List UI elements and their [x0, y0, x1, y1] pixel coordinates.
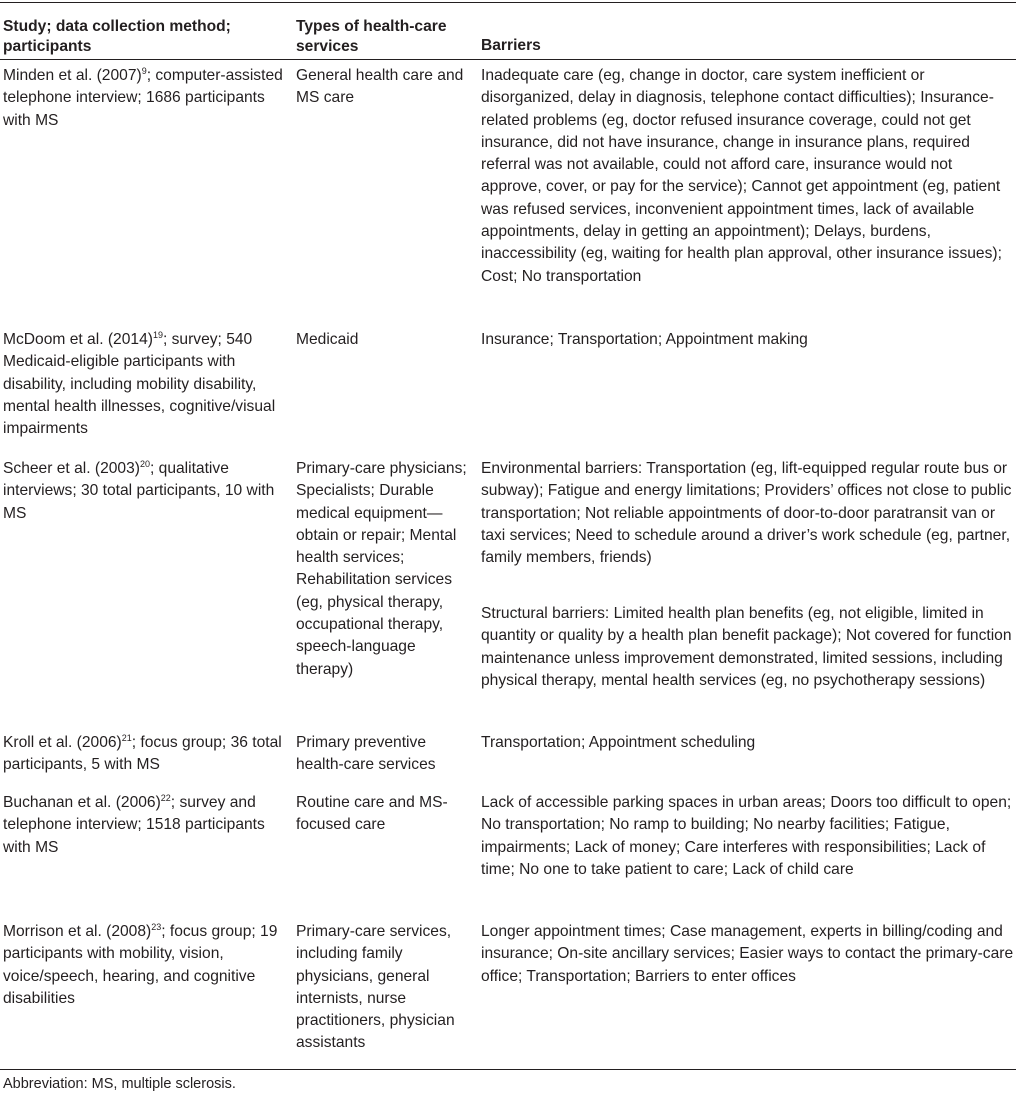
row-barriers: Lack of accessible parking spaces in urban areas; Doors too difficult to open; No transportation; No ramp to building; No nearby facilities; Fatigue, impairments; Lack of money; Care interferes with responsibilities; Lack of time; No one to take patient to care; Lack of child care — [481, 794, 1012, 878]
footnote: Abbreviation: MS, multiple sclerosis. — [3, 1076, 236, 1092]
reference-marker: 9 — [141, 65, 147, 76]
row-services: General health care and MS care — [296, 67, 464, 107]
row-barriers-structural: Structural barriers: Limited health plan benefits (eg, not eligible, limited in quantity or quality by a health plan benefit package); Not covered for function maintenance unless improvement demonstrated, limited sessions, including physical therapy, mental health services (eg, no psychotherapy sessions) — [481, 605, 1012, 689]
row-barriers: Environmental barriers: Transportation (eg, lift-equipped regular route bus or subway); Fatigue and energy limitations; Providers’ offices not close to public transportation; Not reliable appointments of door-to-door paratransit van or taxi services; Need to schedule around a driver’s work schedule (eg, partner, family members, friends) — [481, 460, 1012, 567]
row-study: Morrison et al. $(2008)^{23}$; focus group; 19 participants with mobility, vision, voice/speech, hearing, and cognitive disabilities — [3, 921, 278, 1007]
reference-marker: 20 — [139, 458, 150, 469]
row-barriers: Longer appointment times; Case management, experts in billing/coding and insurance; On-site ancillary services; Easier ways to contact the primary-care office; Transportation; Barriers to enter offices — [481, 923, 1014, 985]
bottom-rule — [0, 1069, 1016, 1070]
row-study: Buchanan et al. $(2006)^{22}$; survey and telephone interview; 1518 participants with MS — [3, 792, 265, 856]
row-study: Kroll et al. $(2006)^{21}$; focus group; 36 total participants, 5 with MS — [3, 732, 282, 774]
row-barriers: Transportation; Appointment scheduling — [481, 734, 756, 751]
row-services: Primary-care physicians; Specialists; Durable medical equipment—obtain or repair; Mental health services; Rehabilitation services (eg, physical therapy, occupational therapy, speech-language therapy) — [296, 460, 467, 678]
top-rule — [0, 2, 1016, 3]
row-study: Scheer et al. $(2003)^{20}$; qualitative interviews; 30 total participants, 10 with MS — [3, 458, 275, 522]
row-barriers: Insurance; Transportation; Appointment making — [481, 331, 808, 348]
header-barriers: Barriers — [481, 37, 541, 54]
reference-marker: 21 — [121, 732, 132, 743]
row-study: McDoom et al. $(2014)^{19}$; survey; 540 Medicaid-eligible participants with disability, including mobility disability, mental health illnesses, cognitive/visual impairments — [3, 329, 276, 438]
header-rule — [0, 59, 1016, 60]
row-services: Medicaid — [296, 331, 359, 348]
reference-marker: 22 — [160, 792, 171, 803]
reference-marker: 23 — [151, 921, 162, 932]
row-study: Minden et al. $(2007)^9$; computer-assisted telephone interview; 1686 participants with MS — [3, 65, 283, 129]
reference-marker: 19 — [152, 329, 163, 340]
row-barriers: Inadequate care (eg, change in doctor, care system inefficient or disorganized, delay in diagnosis, telephone contact difficulties); Insurance-related problems (eg, doctor refused insurance coverage, could not get insurance, did not have insurance, change in insurance plans, required referral was not available, could not afford care, insurance would not approve, cover, or pay for the service); Cannot get appointment (eg, patient was refused services, inconvenient appointment times, lack of available appointments, delay in getting an appointment); Delays, burdens, inaccessibility (eg, waiting for health plan approval, other insurance issues); Cost; No transportation — [481, 67, 1002, 285]
header-study: Study; data collection method; participants — [3, 18, 231, 55]
header-services: Types of health-care services — [296, 18, 447, 55]
row-services: Primary-care services, including family physicians, general internists, nurse practitioners, physician assistants — [296, 923, 455, 1052]
row-services: Routine care and MS-focused care — [296, 794, 448, 834]
row-services: Primary preventive health-care services — [296, 734, 436, 774]
